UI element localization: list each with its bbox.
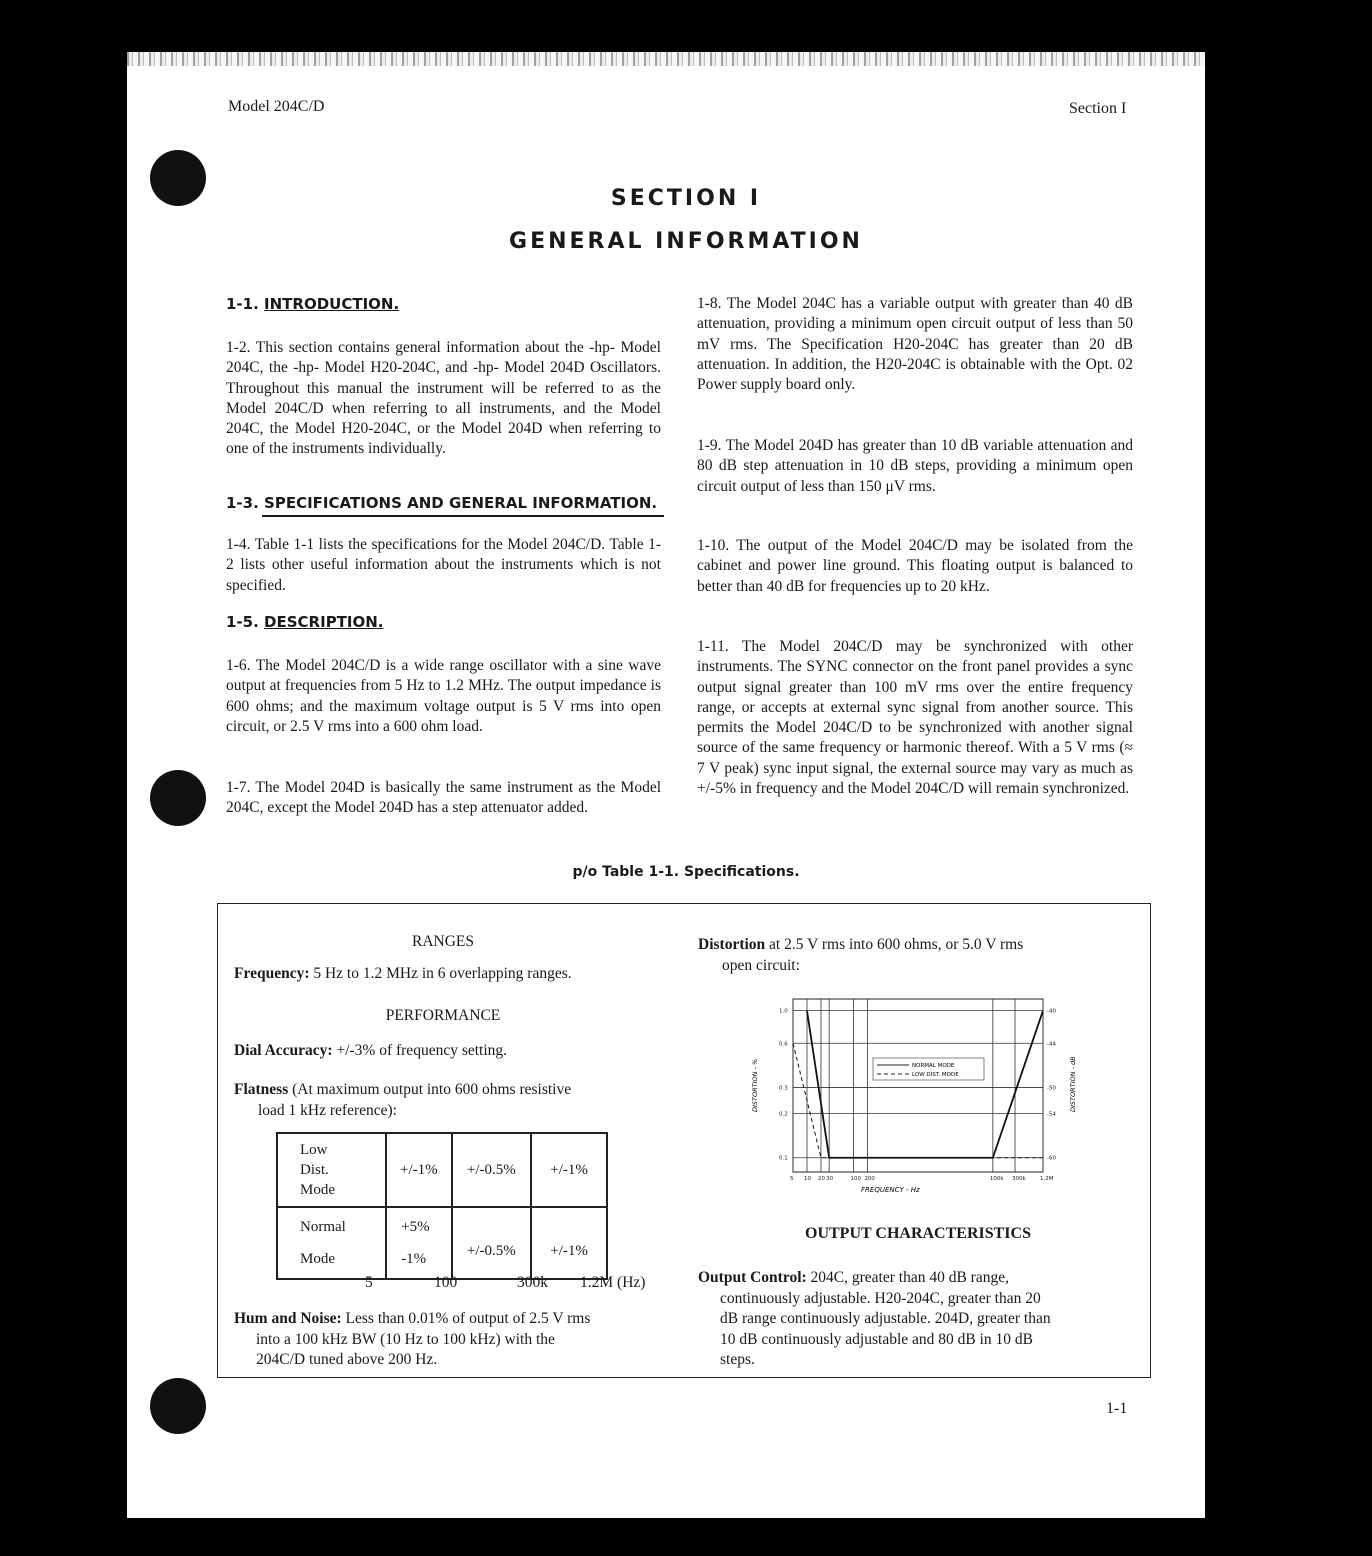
cell-value: +/-1% bbox=[531, 1133, 607, 1207]
y-tick-label-right: -44 bbox=[1047, 1041, 1056, 1048]
axis-label: 100 bbox=[434, 1274, 458, 1291]
heading-number: 1-3. bbox=[226, 494, 259, 512]
cell-value: +/-1% bbox=[531, 1207, 607, 1279]
series-line-normal bbox=[807, 1011, 1043, 1158]
chart-ylabel-right: DISTORTION - dB bbox=[1069, 1056, 1077, 1112]
flatness-line: (At maximum output into 600 ohms resistive bbox=[292, 1081, 572, 1098]
chart-grid bbox=[793, 999, 1043, 1172]
x-tick-label: 5 bbox=[790, 1176, 794, 1182]
output-control-line: continuously adjustable. H20-204C, greater than 20 bbox=[720, 1289, 1041, 1307]
row-label-line: Low bbox=[300, 1142, 328, 1158]
output-control-line: 10 dB continuously adjustable and 80 dB in 10 dB bbox=[720, 1330, 1033, 1348]
output-control-line: 204C, greater than 40 dB range, bbox=[810, 1269, 1009, 1286]
legend-normal-label: NORMAL MODE bbox=[912, 1063, 955, 1069]
y-tick-label-right: -50 bbox=[1047, 1085, 1056, 1092]
distortion-line: at 2.5 V rms into 600 ohms, or 5.0 V rms bbox=[769, 936, 1024, 953]
hum-noise-line: Less than 0.01% of output of 2.5 V rms bbox=[345, 1310, 591, 1327]
ranges-heading: RANGES bbox=[411, 933, 474, 950]
table-row bbox=[277, 1133, 607, 1207]
distortion-spec bbox=[698, 935, 1118, 976]
axis-label: 5 bbox=[365, 1274, 373, 1291]
y-tick-label-right: -40 bbox=[1047, 1008, 1056, 1015]
table-caption: p/o Table 1-1. Specifications. bbox=[572, 864, 800, 880]
axis-label: 300k bbox=[517, 1274, 548, 1291]
heading-description bbox=[226, 613, 384, 631]
output-control-label: Output Control: bbox=[698, 1269, 807, 1286]
row-label-line: Mode bbox=[300, 1182, 335, 1198]
chart-ylabel: DISTORTION - % bbox=[751, 1058, 759, 1112]
cell-value: +/-0.5% bbox=[452, 1207, 532, 1279]
paragraph-1-7: 1-7. The Model 204D is basically the same instrument as the Model 204C, except the Model 204D has a step attenuator added. bbox=[226, 779, 661, 817]
x-tick-label: 30 bbox=[826, 1176, 834, 1182]
x-tick-label: 100 bbox=[850, 1176, 861, 1182]
header-model: Model 204C/D bbox=[228, 98, 325, 115]
hum-noise-spec bbox=[234, 1309, 659, 1371]
output-control-line: dB range continuously adjustable. 204D, greater than bbox=[720, 1310, 1051, 1327]
row-label-line: Dist. bbox=[300, 1162, 329, 1178]
paragraph-1-6: 1-6. The Model 204C/D is a wide range oscillator with a sine wave output at frequencies from 5 Hz to 1.2 MHz. The output impedance is 600 ohms; and the maximum voltage output is 5 V rms into open circuit, or 2.5 V rms into a 600 ohm load. bbox=[226, 657, 661, 735]
chart-frame bbox=[793, 999, 1043, 1172]
y-tick-label: 0.1 bbox=[779, 1155, 788, 1162]
x-tick-label: 200 bbox=[864, 1176, 875, 1182]
y-tick-label-right: -60 bbox=[1047, 1155, 1056, 1162]
x-tick-label: 1.2M bbox=[1040, 1176, 1054, 1182]
y-tick-label: 1.0 bbox=[779, 1008, 788, 1015]
paragraph-1-2: 1-2. This section contains general information about the -hp- Model 204C, the -hp- Model H20-204C, and -hp- Model 204D Oscillators. Throughout this manual the instrument will be referred to as the Model 204C/D when referring to all instruments, and the Model 204C, the Model H20-204C, or the Model 204D when referring to one of the instruments individually. bbox=[226, 339, 661, 458]
heading-text: DESCRIPTION. bbox=[264, 613, 384, 631]
heading-underline bbox=[262, 515, 664, 517]
x-tick-label: 10 bbox=[803, 1176, 811, 1182]
axis-label: 1.2M (Hz) bbox=[580, 1274, 646, 1291]
heading-introduction bbox=[226, 295, 399, 313]
header-section: Section I bbox=[1069, 100, 1127, 117]
spec-table-box bbox=[217, 903, 1151, 1378]
cell-value bbox=[386, 1207, 451, 1279]
y-tick-label-right: -54 bbox=[1047, 1111, 1056, 1118]
row-label-line: Mode bbox=[300, 1251, 335, 1267]
distortion-label: Distortion bbox=[698, 936, 766, 953]
dial-accuracy-value: +/-3% of frequency setting. bbox=[336, 1042, 508, 1059]
punch-hole-icon bbox=[150, 1378, 206, 1434]
frequency-value: 5 Hz to 1.2 MHz in 6 overlapping ranges. bbox=[313, 965, 572, 982]
page-number: 1-1 bbox=[1106, 1400, 1128, 1417]
heading-text: SPECIFICATIONS AND GENERAL INFORMATION. bbox=[264, 494, 658, 512]
distortion-line: open circuit: bbox=[722, 956, 800, 974]
heading-text: INTRODUCTION. bbox=[264, 295, 400, 313]
x-tick-label: 100k bbox=[989, 1176, 1004, 1182]
x-tick-label: 300k bbox=[1012, 1176, 1026, 1182]
paragraph-1-10: 1-10. The output of the Model 204C/D may be isolated from the cabinet and power line ground. This floating output is balanced to better than 40 dB for frequencies up to 20 kHz. bbox=[697, 537, 1133, 595]
y-tick-label: 0.6 bbox=[779, 1041, 788, 1048]
dial-accuracy-label: Dial Accuracy: bbox=[234, 1042, 333, 1059]
paragraph-1-8: 1-8. The Model 204C has a variable output with greater than 40 dB attenuation, providing a minimum open circuit output of less than 50 mV rms. The Specification H20-204C has greater than 20 dB attenuation. In addition, the H20-204C is obtainable with the Opt. 02 Power supply board only. bbox=[697, 295, 1133, 394]
cell-value: +/-0.5% bbox=[452, 1133, 532, 1207]
dial-accuracy-spec bbox=[234, 1041, 507, 1062]
frequency-spec bbox=[234, 964, 572, 985]
chart-xlabel: FREQUENCY - Hz bbox=[861, 1186, 920, 1194]
row-label-low-dist bbox=[277, 1133, 386, 1207]
section-subtitle: GENERAL INFORMATION bbox=[509, 229, 863, 254]
output-control-line: steps. bbox=[720, 1351, 755, 1368]
heading-specifications bbox=[226, 494, 657, 512]
heading-number: 1-1. bbox=[226, 295, 259, 313]
output-characteristics-heading: OUTPUT CHARACTERISTICS bbox=[805, 1225, 1031, 1242]
paragraph-1-11: 1-11. The Model 204C/D may be synchronized with other instruments. The SYNC connector on the front panel provides a sync output signal greater than 100 mV rms over the entire frequency range, or accepts at external sync signal from another source. This permits the Model 204C/D to be synchronized with another signal source of the same frequency or harmonic thereof. With a 5 V rms (≈ 7 V peak) sync input signal, the external source may vary as much as +/-5% in frequency and the Model 204C/D will remain synchronized. bbox=[697, 638, 1133, 798]
cell-value-line: +5% bbox=[401, 1219, 430, 1235]
paragraph-1-9: 1-9. The Model 204D has greater than 10 dB variable attenuation and 80 dB step attenuation in 10 dB steps, providing a minimum open circuit output of less than 150 μV rms. bbox=[697, 437, 1133, 495]
paragraph-1-4: 1-4. Table 1-1 lists the specifications for the Model 204C/D. Table 1-2 lists other useful information about the instruments which is not specified. bbox=[226, 536, 661, 594]
x-tick-label: 20 bbox=[817, 1176, 825, 1182]
punch-hole-icon bbox=[150, 770, 206, 826]
hum-noise-line: into a 100 kHz BW (10 Hz to 100 kHz) with the bbox=[256, 1330, 555, 1348]
flatness-line: load 1 kHz reference): bbox=[258, 1101, 397, 1119]
frequency-label: Frequency: bbox=[234, 965, 310, 982]
table-row bbox=[277, 1207, 607, 1279]
chart-legend bbox=[873, 1058, 984, 1080]
cell-value-line: -1% bbox=[401, 1251, 427, 1267]
y-tick-label: 0.3 bbox=[779, 1085, 788, 1092]
row-label-normal bbox=[277, 1207, 386, 1279]
flatness-spec bbox=[234, 1080, 654, 1121]
y-tick-label: 0.2 bbox=[779, 1111, 788, 1118]
legend-low-dist-label: LOW DIST. MODE bbox=[912, 1072, 959, 1078]
row-label-line: Normal bbox=[300, 1219, 346, 1235]
scan-artifact bbox=[127, 52, 1205, 66]
distortion-chart bbox=[743, 987, 1083, 1197]
section-title: SECTION I bbox=[610, 186, 762, 211]
performance-heading: PERFORMANCE bbox=[385, 1007, 501, 1024]
output-control-spec bbox=[698, 1268, 1128, 1371]
flatness-label: Flatness bbox=[234, 1081, 289, 1098]
hum-noise-line: 204C/D tuned above 200 Hz. bbox=[256, 1351, 438, 1368]
flatness-table bbox=[276, 1132, 608, 1280]
hum-noise-label: Hum and Noise: bbox=[234, 1310, 342, 1327]
chart-series bbox=[793, 1011, 1043, 1158]
cell-value: +/-1% bbox=[386, 1133, 451, 1207]
heading-number: 1-5. bbox=[226, 613, 259, 631]
